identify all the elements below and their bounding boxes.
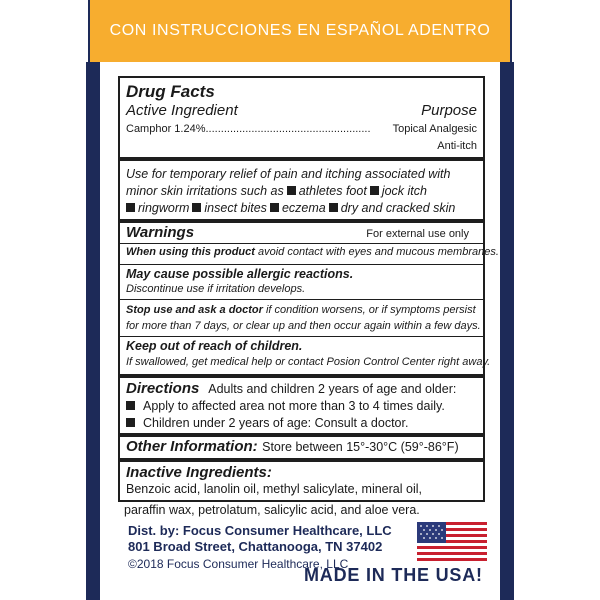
use-item: dry and cracked skin	[340, 201, 456, 215]
divider-thick-3	[120, 374, 483, 378]
banner-text: CON INSTRUCCIONES EN ESPAÑOL ADENTRO	[109, 22, 491, 39]
distributor-line-2: 801 Broad Street, Chattanooga, TN 37402	[128, 539, 383, 554]
stop-use-line-1	[126, 302, 477, 318]
inactive-line-1: Benzoic acid, lanolin oil, methyl salicylate, mineral oil,	[126, 482, 422, 496]
uses-line-3	[126, 200, 477, 217]
bullet-icon	[329, 203, 338, 212]
uses-section	[126, 166, 477, 217]
purpose-line-1: Topical Analgesic	[392, 123, 477, 135]
leader-dots: ......................................................	[205, 123, 371, 135]
stop-use-bold: Stop use and ask a doctor	[126, 304, 263, 316]
use-item: eczema	[281, 201, 326, 215]
stop-use-block	[126, 302, 481, 334]
drug-facts-title: Drug Facts	[126, 82, 215, 101]
use-item: athletes foot	[298, 184, 367, 198]
allergic-text: Discontinue use if irritation develops.	[126, 283, 306, 295]
inactive-line-2: paraffin wax, petrolatum, salicylic acid, and aloe vera.	[124, 503, 420, 517]
drug-facts-box	[118, 76, 499, 502]
purpose-line-2: Anti-itch	[437, 140, 477, 152]
divider-thick-1	[120, 157, 483, 161]
bullet-icon	[287, 186, 296, 195]
other-info-line	[126, 438, 477, 456]
bullet-icon	[270, 203, 279, 212]
bullet-icon	[126, 418, 135, 427]
bullet-icon	[370, 186, 379, 195]
divider-thin-1	[120, 243, 483, 244]
right-navy-edge	[500, 62, 514, 600]
keep-out-text: If swallowed, get medical help or contact Posion Control Center right away.	[126, 356, 491, 368]
warnings-heading: Warnings	[126, 224, 195, 241]
when-using-bold: When using this product	[126, 246, 255, 258]
spanish-instructions-banner	[88, 0, 512, 62]
active-ingredient-heading: Active Ingredient	[126, 102, 238, 119]
divider-thick-2	[120, 219, 483, 223]
uses-line-2: minor skin irritations such as athletes foot jock itch	[126, 184, 427, 198]
directions-item-2: Children under 2 years of age: Consult a doctor.	[126, 416, 477, 430]
directions-heading: Directions	[126, 380, 200, 397]
other-info-text: Store between 15°-30°C (59°-86°F)	[262, 440, 459, 454]
external-use-note: For external use only	[366, 228, 469, 240]
keep-out-heading: Keep out of reach of children.	[126, 339, 303, 353]
other-info-heading: Other Information:	[126, 438, 258, 455]
use-item: insect bites	[204, 201, 267, 215]
uses-line-1: Use for temporary relief of pain and itching associated with	[126, 167, 451, 181]
divider-thick-4	[120, 433, 483, 437]
bullet-icon	[126, 203, 135, 212]
allergic-heading: May cause possible allergic reactions.	[126, 267, 354, 281]
left-navy-edge	[86, 62, 100, 600]
directions-item-1: Apply to affected area not more than 3 to 4 times daily.	[126, 399, 477, 413]
copyright: ©2018 Focus Consumer Healthcare, LLC	[128, 557, 349, 571]
divider-thin-3	[120, 299, 483, 300]
stop-use-text-1: if condition worsens, or if symptoms persist	[265, 304, 476, 316]
stop-use-text-2: for more than 7 days, or clear up and then occur again within a few days.	[126, 320, 481, 332]
divider-thin-2	[120, 264, 483, 265]
use-item: jock itch	[381, 184, 427, 198]
us-flag-icon	[417, 522, 487, 561]
inactive-heading: Inactive Ingredients:	[126, 464, 272, 481]
divider-thin-4	[120, 336, 483, 337]
made-in-usa-label: MADE IN THE USA!	[304, 565, 483, 585]
when-using-line	[126, 246, 499, 258]
distributor-info	[128, 523, 392, 555]
purpose-heading: Purpose	[421, 102, 477, 119]
directions-intro: Adults and children 2 years of age and older:	[208, 382, 457, 396]
distributor-line-1: Dist. by: Focus Consumer Healthcare, LLC	[128, 523, 392, 538]
use-item: ringworm	[138, 201, 190, 215]
bullet-icon	[126, 401, 135, 410]
divider-thick-5	[120, 458, 483, 462]
when-using-text: avoid contact with eyes and mucous membranes.	[258, 246, 499, 258]
bullet-icon	[192, 203, 201, 212]
purpose-line-1-wrap	[126, 123, 477, 135]
directions-header-line	[126, 380, 477, 398]
ingredient-name: Camphor 1.24%	[126, 123, 206, 135]
